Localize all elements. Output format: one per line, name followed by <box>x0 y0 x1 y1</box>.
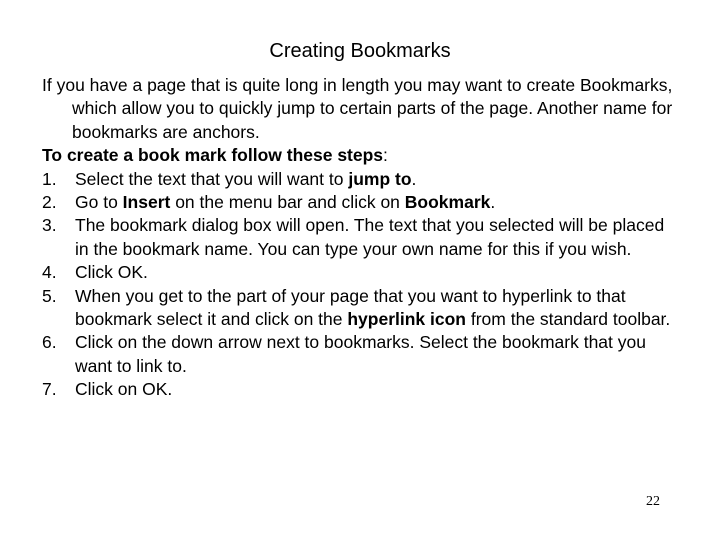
slide-content <box>42 74 682 402</box>
step-text <box>75 168 682 191</box>
step-number: 5. <box>42 285 57 306</box>
step-number: 4. <box>42 262 57 283</box>
step-text-part: The bookmark dialog box will open. The text that you selected will be placed in the bookmark name. You can type your own name for this if you wish. <box>75 215 665 259</box>
page-number: 22 <box>646 494 660 509</box>
step-text-bold: hyperlink icon <box>347 309 466 330</box>
step-text-part: Click on OK. <box>75 379 173 400</box>
step-text <box>75 191 682 214</box>
step-text-bold: Insert <box>122 192 171 213</box>
step-item <box>42 168 682 191</box>
step-text-part: . <box>411 168 417 189</box>
step-number: 2. <box>42 192 57 213</box>
steps-heading-colon: : <box>383 145 388 166</box>
step-text-part: . <box>490 192 496 213</box>
step-text-part: Select the text that you will want to <box>75 168 349 189</box>
step-text-part: When you get to the part of your page that you want to hyperlink to that bookmark select it and click on the <box>75 285 626 330</box>
step-text <box>75 214 682 261</box>
step-text <box>75 378 682 401</box>
step-text-part: Click OK. <box>75 262 148 283</box>
step-text <box>75 331 682 378</box>
step-text-part: Click on the down arrow next to bookmarks. Select the bookmark that you want to link to. <box>75 332 646 376</box>
slide-title: Creating Bookmarks <box>269 40 451 62</box>
step-item <box>42 191 682 214</box>
step-text-part: from the standard toolbar. <box>466 309 671 330</box>
steps-heading-bold: To create a book mark follow these steps <box>42 145 384 166</box>
step-item <box>42 261 682 284</box>
step-text-part: on the menu bar and click on <box>170 192 405 213</box>
steps-list <box>42 168 682 402</box>
step-item <box>42 285 682 332</box>
step-text-bold: jump to <box>348 168 412 189</box>
intro-paragraph: If you have a page that is quite long in length you may want to create Bookmarks, which allow you to quickly jump to certain parts of the page. Another name for bookmarks are anchors. <box>42 75 673 142</box>
step-text-bold: Bookmark <box>404 192 491 213</box>
step-number: 7. <box>42 379 57 400</box>
step-text <box>75 285 682 332</box>
step-item <box>42 378 682 401</box>
step-item <box>42 331 682 378</box>
steps-heading <box>42 144 682 167</box>
step-text <box>75 261 682 284</box>
step-number: 1. <box>42 168 57 189</box>
step-item <box>42 214 682 261</box>
step-number: 3. <box>42 215 57 236</box>
step-number: 6. <box>42 332 57 353</box>
step-text-part: Go to <box>75 192 123 213</box>
